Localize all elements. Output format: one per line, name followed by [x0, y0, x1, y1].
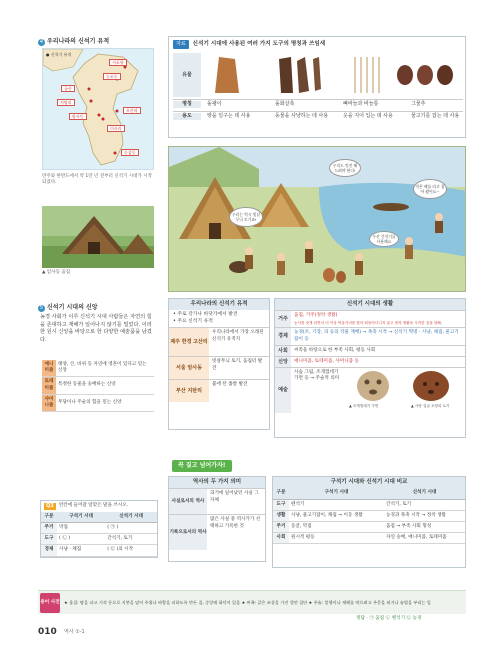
site-label: 부산 지탄리 [169, 380, 209, 402]
table-row [273, 499, 465, 510]
column-header: 구분 [41, 512, 57, 523]
box-title: 우리나라의 신석기 유적 [169, 299, 269, 310]
table-cell: 사냥, 물고기잡이, 채집 → 이동 생활 [289, 510, 384, 521]
section-5-header [38, 304, 158, 312]
meaning-label: 사실로서의 역사 [169, 489, 207, 514]
column-header: 구분 [273, 488, 289, 499]
column-header: 신석기 시대 [384, 488, 465, 499]
q3-tag: Q3 [46, 503, 54, 509]
row-header: 도구 [41, 534, 57, 545]
row-label-artifact: 유물 [173, 53, 201, 97]
life-text: 움집, 거주(정착 생활) [294, 313, 338, 319]
art-caption: ▲ 조개껍데기 가면 [349, 404, 379, 409]
table-cell: ( ㉠ ) [105, 522, 157, 533]
belief-desc: 무당이나 주술의 힘을 믿는 신앙 [56, 394, 154, 411]
row-header: 주거 [41, 522, 57, 533]
site-row [169, 356, 269, 379]
table-cell: 간석기, 토기 [105, 534, 157, 545]
tool-use: 옷을 지어 입는 데 사용 [343, 113, 393, 119]
table-cell: 농경과 목축 시작 → 정착 생활 [384, 510, 465, 521]
q3-title: 빈칸에 들어갈 알맞은 말을 쓰시오. [58, 503, 129, 509]
speech-bubble: 우선 간석기를 사용해요 [369, 231, 399, 247]
tools-table [168, 36, 466, 138]
life-note: 농사를 짓게 되면서 더 이상 먹을거리를 찾아 떠돌아다니지 않고 정착 생활을 시작한 것을 말해. [294, 320, 442, 325]
site-desc: 우리나라에서 가장 오래된 신석기 유적지 [212, 330, 264, 342]
column-header: 신석기 시대 [105, 512, 157, 523]
belief-paragraph: 농경 사회가 이루 신석기 시대 사람들은 자연의 힘을 존대하고 재해가 일어나지 않기를 빌었다. 이러한 원시 신앙을 바탕으로 한 다양한 예술품을 남겼다. [40, 314, 152, 343]
table-cell: 사냥 · 채집 [57, 545, 105, 556]
section-number: 4 [39, 39, 44, 45]
q3-box [40, 500, 158, 558]
meaning-text: 과거에 일어났던 사실 그 자체 [210, 491, 259, 503]
belief-name: 토테미즘 [42, 377, 56, 394]
glossary-bar [38, 590, 466, 614]
neolithic-sites-box [168, 298, 270, 430]
tool-name: 돌괭이 [207, 101, 222, 107]
site-row [169, 379, 269, 402]
site-label: 제주 한경 고산리 [169, 328, 209, 356]
table-row [41, 522, 157, 533]
artifact-images [205, 53, 463, 97]
life-row [275, 345, 465, 356]
tool-use-row [173, 113, 463, 120]
belief-table [42, 360, 154, 412]
belief-desc: 특정한 동물을 숭배하는 신앙 [56, 377, 154, 394]
life-row [275, 367, 465, 413]
q3-table [41, 512, 157, 557]
map-site-label: 궁산 [61, 85, 75, 92]
table-row [41, 534, 157, 545]
neolithic-village-illustration [168, 146, 466, 292]
life-label: 신앙 [275, 357, 291, 367]
map-caption: 만주와 한반도에서 약 1만 년 전부터 신석기 시대가 시작되었다. [42, 174, 152, 186]
site-label: 서울 암사동 [169, 357, 209, 379]
section-title: 우리나라의 신석기 유적 [47, 38, 110, 45]
column-header: 구석기 시대 [289, 488, 384, 499]
art-images [345, 368, 465, 413]
column-header: 구석기 시대 [57, 512, 105, 523]
life-text: 농경(조, 기장, 피 등의 작물 재배) → 목축 시작 → 신석기 혁명 · 사냥, 채집, 물고기잡이 등 [294, 330, 459, 342]
table-cell: 동굴, 막집 [289, 521, 384, 532]
life-text: 사슴 그림, 조개껍데기 가면 등 → 주술적 의미 [294, 370, 340, 382]
page-number: 010 [38, 627, 57, 637]
table-cell: 뗀석기 [289, 499, 384, 510]
map-site-label: 서포항 [109, 59, 127, 66]
table-cell: 자연 숭배, 애니미즘, 토테미즘 [384, 533, 465, 544]
table-cell: 간석기, 토기 [384, 499, 465, 510]
map-site-label: 오산리 [123, 107, 141, 114]
site-desc: 빗살무늬 토기, 움집터 발견 [212, 359, 263, 371]
tool-name: 뼈바늘과 바늘통 [343, 101, 379, 107]
tool-use: 동물을 사냥하는 데 사용 [275, 113, 329, 119]
meaning-label: 기록으로서의 역사 [169, 515, 207, 550]
belief-name: 샤머니즘 [42, 394, 56, 411]
speech-bubble: 우리는 역시 빗살무늬 토기죠! [229, 207, 263, 227]
tool-use: 물고기를 잡는 데 사용 [411, 113, 460, 119]
box-title: 신석기 시대의 생활 [275, 299, 465, 310]
life-row [275, 327, 465, 344]
photo-caption: ▲ 암사동 움집 [42, 270, 71, 275]
box-title: 역사의 두 가지 의미 [169, 477, 265, 488]
neolithic-sites-map [42, 48, 154, 170]
answer-text: 정답 · ㉠ 움집 ㉡ 뗀석기 ㉢ 농경 [356, 616, 422, 621]
bullet-item: • 주로 강가나 바닷가에서 발견 [173, 312, 238, 318]
row-header: 도구 [273, 499, 289, 510]
row-label-name: 명칭 [173, 101, 201, 108]
section-number: 5 [39, 305, 44, 311]
dugout-house-photo [42, 206, 154, 268]
row-header: 주거 [273, 521, 289, 532]
meaning-row [169, 488, 265, 514]
tool-name: 그물추 [411, 101, 426, 107]
tool-use: 땅을 일구는 데 사용 [207, 113, 251, 119]
life-label: 거주 [275, 311, 291, 327]
table-row [273, 521, 465, 532]
banner-text: 꼭 짚고 넘어가자! [172, 460, 232, 472]
table-row [273, 533, 465, 544]
meaning-text: 많은 사실 중 역사가가 선택하고 기록한 것 [210, 517, 261, 529]
life-label: 예술 [275, 368, 291, 413]
data-tag: 자료 [173, 40, 189, 49]
row-header: 사회 [273, 533, 289, 544]
row-label-use: 용도 [173, 113, 201, 120]
glossary-text: ★ 움집: 땅을 파고 거적 등으로 지붕을 덮어 주위나 바람을 피하도록 만든 집, 중앙에 화덕이 있음 ★ 씨족: 같은 조상을 가진 혈연 집단 ★ 주술: 불행이나 재해를 막으려고 주문을 외거나 술법을 부리는 일 [64, 599, 431, 605]
row-header: 생활 [273, 510, 289, 521]
life-label: 경제 [275, 328, 291, 344]
map-legend: ● 신석기 유적 [46, 52, 72, 57]
tools-title: 신석기 시대에 사용된 여러 가지 도구의 명칭과 쓰임새 [192, 40, 326, 47]
table-row [41, 545, 157, 556]
comparison-table [273, 488, 465, 544]
meaning-row [169, 514, 265, 550]
section-title: 신석기 시대의 신앙 [47, 304, 98, 311]
neolithic-life-box [274, 298, 466, 438]
row-header: 경제 [41, 545, 57, 556]
map-site-label: 미사리 [107, 125, 125, 132]
life-row [275, 310, 465, 327]
map-site-label: 농포동 [103, 73, 121, 80]
table-cell: 막집 [57, 522, 105, 533]
life-text: 애니미즘, 토테미즘, 샤머니즘 등 [294, 359, 359, 365]
must-know-banner [172, 460, 232, 472]
art-caption: ▲ 사람 얼굴 모양의 토기 [411, 404, 450, 409]
site-row [169, 327, 269, 356]
map-site-label: 암사동 [69, 113, 87, 120]
table-cell: ( ㉡ ) [57, 534, 105, 545]
table-cell: 원시적 평등 [289, 533, 384, 544]
belief-desc: 태양, 산, 바위 등 자연에 영혼이 있다고 믿는 신앙 [56, 360, 154, 377]
table-row [42, 394, 154, 411]
life-text: 씨족을 바탕으로 한 부족 사회, 평등 사회 [294, 347, 376, 353]
bullet-item: • 주요 신석기 유적 [173, 318, 213, 324]
table-row [42, 360, 154, 377]
book-title: 역사 ①-1 [64, 629, 85, 635]
tool-name: 돌화살촉 [275, 101, 295, 107]
site-desc: 불에 탄 좁쌀 발견 [212, 382, 248, 388]
era-comparison-box [272, 476, 466, 568]
section-4-header [38, 38, 158, 46]
map-site-label: 동삼동 [121, 149, 139, 156]
box-title: 구석기 시대와 신석기 시대 비교 [273, 477, 465, 488]
life-row [275, 356, 465, 367]
speech-bubble: 작은 배를 타고 잡아 왔어요~ [413, 179, 447, 199]
history-meaning-box [168, 476, 266, 562]
table-row [273, 510, 465, 521]
table-row [42, 377, 154, 394]
table-cell: ( ㉢ )의 시작 [105, 545, 157, 556]
life-label: 사회 [275, 346, 291, 356]
glossary-tag: 용어 사전 [40, 593, 60, 613]
map-site-label: 지탑리 [57, 99, 75, 106]
speech-bubble: 우리도 멋진 해 드려야 된다! [329, 159, 361, 177]
tool-name-row [173, 101, 463, 108]
belief-name: 애니미즘 [42, 360, 56, 377]
table-cell: 움집 → 부족 사회 형성 [384, 521, 465, 532]
